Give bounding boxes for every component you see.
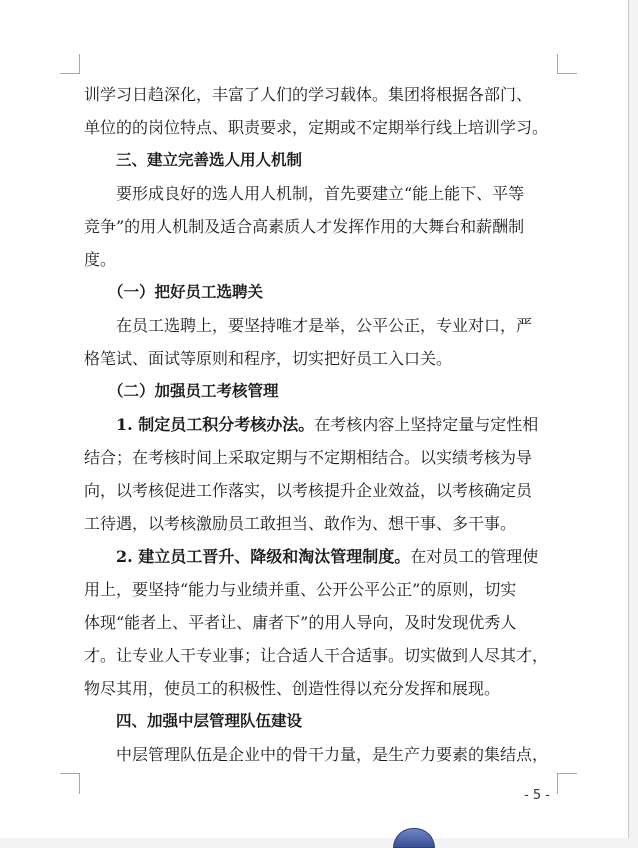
paragraph-line: 向，以考核促进工作落实，以考核提升企业效益，以考核确定员 — [84, 481, 533, 500]
crop-mark-bottom-right-v — [557, 774, 558, 794]
paragraph-line: 要形成良好的选人用人机制，首先要建立“能上能下、平等 — [116, 184, 525, 203]
item-text: 在对员工的管理使 — [410, 547, 539, 566]
paragraph-line: 训学习日趋深化，丰富了人们的学习载体。集团将根据各部门、 — [84, 85, 533, 104]
crop-mark-bottom-right-h — [557, 773, 577, 774]
crop-mark-top-left-v — [79, 54, 80, 74]
paragraph-line — [84, 408, 556, 441]
paragraph-line: 中层管理队伍是企业中的骨干力量，是生产力要素的集结点， — [116, 745, 549, 764]
crop-mark-top-right-v — [557, 54, 558, 74]
paragraph-line: 工待遇，以考核激励员工敢担当、敢作为、想干事、多干事。 — [84, 514, 517, 533]
page-number: - 5 - — [524, 788, 550, 803]
paragraph-line: 在员工选聘上，要坚持唯才是举，公平公正，专业对口，严 — [116, 316, 533, 335]
paragraph-line: 体现“能者上、平者让、庸者下”的用人导向，及时发现优秀人 — [84, 613, 517, 632]
subsection-heading: （一）把好员工选聘关 — [108, 283, 264, 301]
item-title: 1. 制定员工积分考核办法。 — [116, 415, 315, 434]
paragraph-line: 结合；在考核时间上采取定期与不定期相结合。以实绩考核为导 — [84, 448, 533, 467]
paragraph-line: 才。让专业人干专业事；让合适人干合适事。切实做到人尽其才， — [84, 646, 549, 665]
paragraph-line: 竞争”的用人机制及适合高素质人才发挥作用的大舞台和薪酬制 — [84, 217, 525, 236]
crop-mark-top-left-h — [60, 73, 80, 74]
crop-mark-top-right-h — [557, 73, 577, 74]
paragraph-line: 度。 — [84, 250, 117, 269]
item-text: 在考核内容上坚持定量与定性相 — [314, 415, 539, 434]
item-title: 2. 建立员工晋升、降级和淘汰管理制度。 — [116, 547, 411, 566]
crop-mark-bottom-left-h — [60, 773, 80, 774]
paragraph-line — [84, 540, 556, 573]
section-heading: 三、建立完善选人用人机制 — [116, 151, 303, 169]
crop-mark-bottom-left-v — [79, 774, 80, 794]
section-heading: 四、加强中层管理队伍建设 — [116, 712, 303, 730]
paragraph-line: 单位的的岗位特点、职责要求，定期或不定期举行线上培训学习。 — [84, 118, 549, 137]
paragraph-line: 物尽其用，使员工的积极性、创造性得以充分发挥和展现。 — [84, 679, 501, 698]
subsection-heading: （二）加强员工考核管理 — [108, 382, 279, 400]
paragraph-line: 用上，要坚持“能力与业绩并重、公开公平公正”的原则，切实 — [84, 580, 517, 599]
document-body — [84, 78, 556, 771]
paragraph-line: 格笔试、面试等原则和程序，切实把好员工入口关。 — [84, 349, 453, 368]
